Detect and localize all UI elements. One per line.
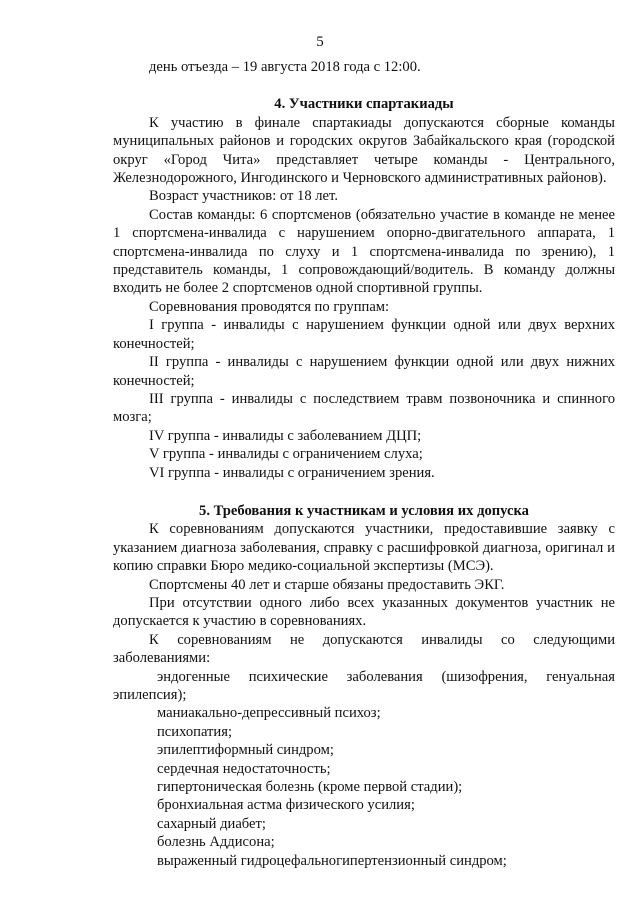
section-5-heading: 5. Требования к участникам и условия их допуска [199,502,529,519]
group-item: II группа - инвалиды с нарушением функции одной или двух нижних конечностей; [113,354,615,389]
disease-item: бронхиальная астма физического усилия; [157,797,415,814]
group-item: III группа - инвалиды с последствием травм позвоночника и спинного мозга; [113,390,615,426]
document-body [113,58,615,870]
paragraph: Возраст участников: от 18 лет. [149,188,338,205]
paragraph: При отсутствии одного либо всех указанных документов участник не допускается к участию в соревнованиях. [113,594,615,630]
disease-item: маниакально-депрессивный психоз; [157,705,381,722]
group-item: V группа - инвалиды с ограничением слуха; [149,446,423,463]
paragraph: К участию в финале спартакиады допускаются сборные команды муниципальных районов и городских округов Забайкальского края (городской округ «Город Чита» представляет четыре команды - Центрального, Железнодорожного, Ингодинского и Черновского административных районов). [113,114,615,187]
departure-line: день отъезда – 19 августа 2018 года с 12:00. [149,59,421,75]
page-number: 5 [316,34,324,50]
group-item: I группа - инвалиды с нарушением функции одной или двух верхних конечностей; [113,317,615,352]
disease-item: сахарный диабет; [157,815,266,832]
disease-item: эпилептиформный синдром; [157,742,334,759]
paragraph: Соревнования проводятся по группам: [149,298,390,315]
disease-item: сердечная недостаточность; [157,760,331,777]
group-item: IV группа - инвалиды с заболеванием ДЦП; [149,427,422,444]
disease-item: психопатия; [157,723,232,740]
section-4-heading: 4. Участники спартакиады [274,96,454,113]
group-item: VI группа - инвалиды с ограничением зрения. [149,464,435,481]
disease-item: эндогенные психические заболевания (шизофрения, генуальная эпилепсия); [113,668,615,703]
paragraph: К соревнованиям не допускаются инвалиды со следующими заболеваниями: [113,631,615,667]
paragraph: Спортсмены 40 лет и старше обязаны предоставить ЭКГ. [149,576,505,593]
paragraph: К соревнованиям допускаются участники, предоставившие заявку с указанием диагноза заболевания, справку с расшифровкой диагноза, оригинал и копию справки Бюро медико-социальной экспертизы (МСЭ). [113,521,615,575]
disease-item: болезнь Аддисона; [157,834,275,851]
disease-item: выраженный гидроцефальногипертензионный синдром; [157,852,507,869]
disease-item: гипертоническая болезнь (кроме первой стадии); [157,779,463,796]
paragraph: Состав команды: 6 спортсменов (обязательно участие в команде не менее 1 спортсмена-инвалида с нарушением опорно-двигательного аппарата, 1 спортсмена-инвалида по слуху и 1 спортсмена-инвалида по зрению), 1 представитель команды, 1 сопровождающий/водитель. В команду должны входить не более 2 спортсменов одной спортивной группы. [113,206,615,297]
